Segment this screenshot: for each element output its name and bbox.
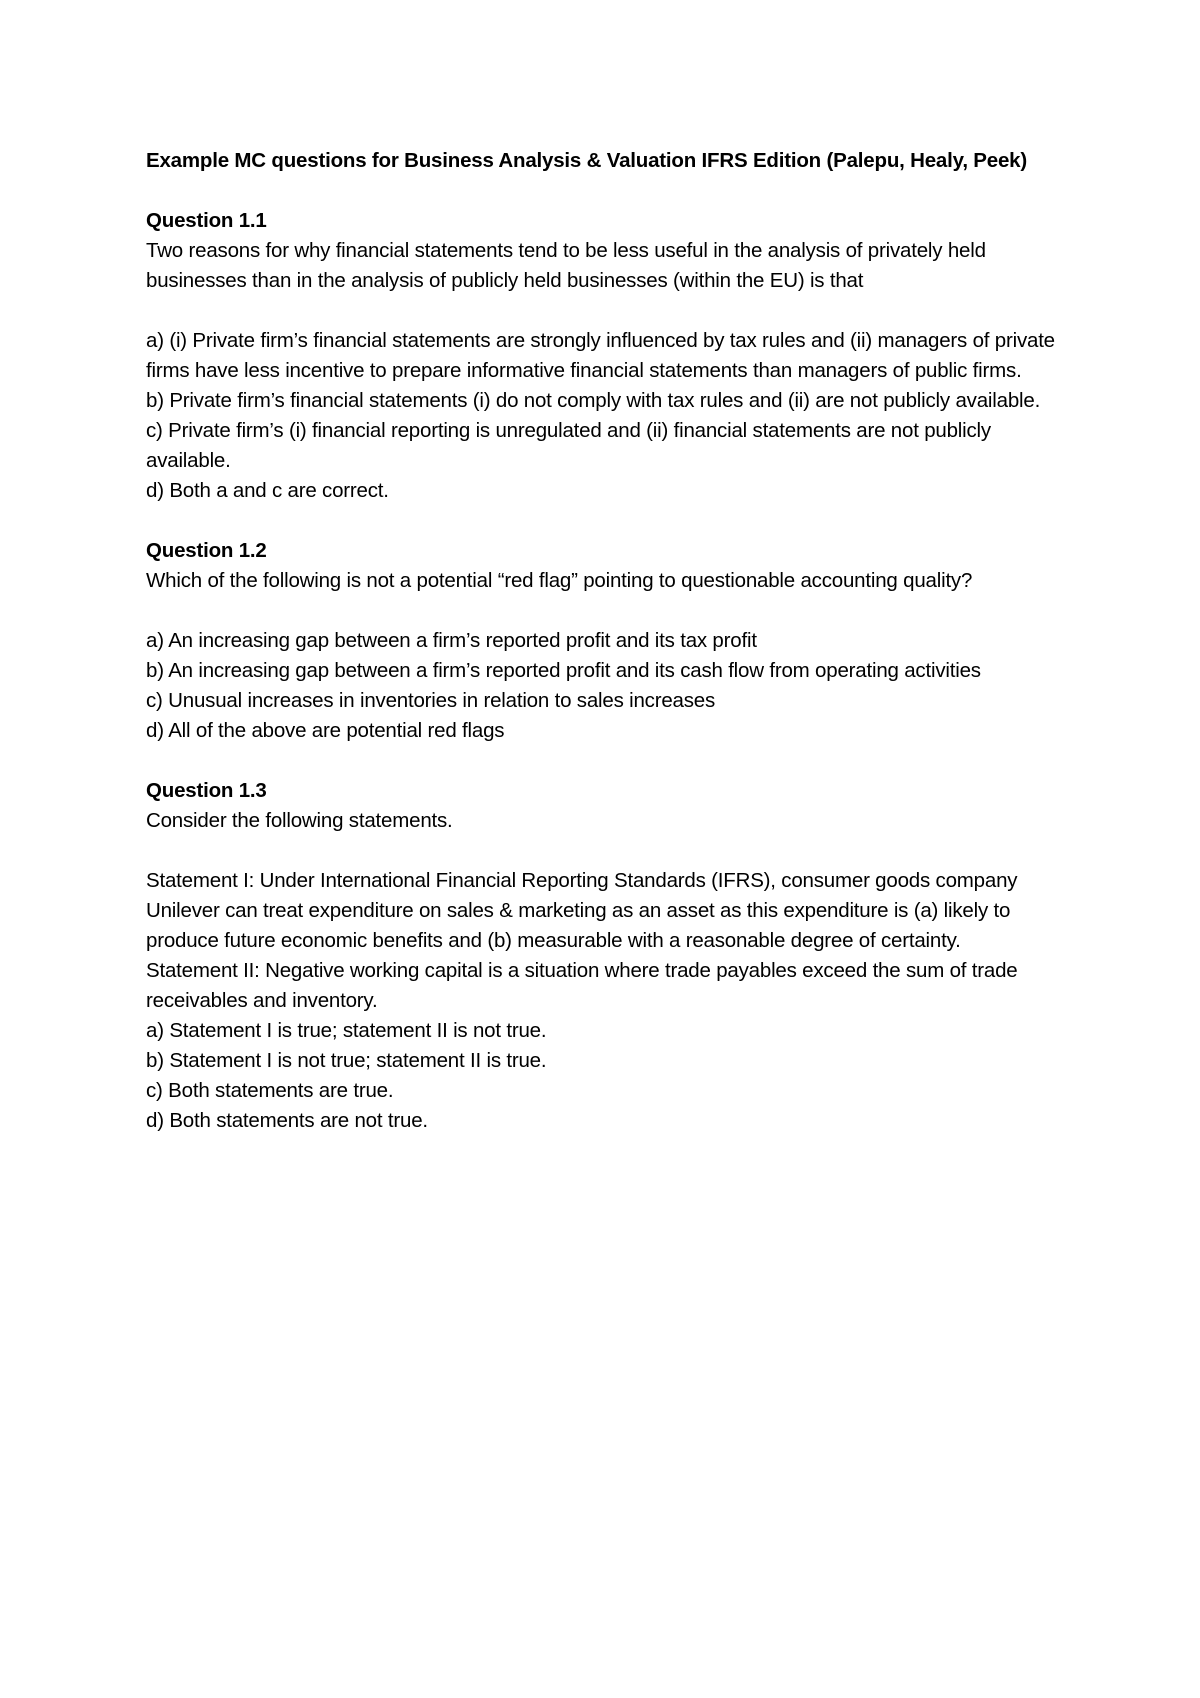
question-stem: Two reasons for why financial statements tend to be less useful in the analysis of privately held businesses than in the analysis of publicly held businesses (within the EU) is that: [146, 239, 986, 292]
spacer: [146, 596, 1076, 626]
answer-option-a: a) An increasing gap between a firm’s reported profit and its tax profit: [146, 629, 757, 652]
document-title: Example MC questions for Business Analysis & Valuation IFRS Edition (Palepu, Healy, Peek): [146, 149, 1028, 172]
question-1-1: [146, 206, 1076, 506]
answer-option-d: d) Both statements are not true.: [146, 1109, 428, 1132]
question-stem: Which of the following is not a potential “red flag” pointing to questionable accounting quality?: [146, 569, 973, 592]
question-heading: Question 1.2: [146, 539, 267, 562]
answer-option-b: b) An increasing gap between a firm’s reported profit and its cash flow from operating activities: [146, 659, 981, 682]
question-heading: Question 1.1: [146, 209, 267, 232]
question-stem: Consider the following statements.: [146, 809, 453, 832]
spacer: [146, 506, 1076, 536]
spacer: [146, 746, 1076, 776]
answer-option-a: a) (i) Private firm’s financial statements are strongly influenced by tax rules and (ii) managers of private firms have less incentive to prepare informative financial statements than managers of public firms.: [146, 329, 1055, 382]
question-1-2: [146, 536, 1076, 746]
answer-option-d: d) Both a and c are correct.: [146, 479, 389, 502]
answer-option-a: a) Statement I is true; statement II is not true.: [146, 1019, 547, 1042]
answer-option-b: b) Statement I is not true; statement II is true.: [146, 1049, 547, 1072]
answer-option-d: d) All of the above are potential red flags: [146, 719, 505, 742]
answer-option-c: c) Private firm’s (i) financial reporting is unregulated and (ii) financial statements are not publicly available.: [146, 419, 991, 472]
statement-ii: Statement II: Negative working capital is a situation where trade payables exceed the sum of trade receivables and inventory.: [146, 959, 1018, 1012]
statement-i: Statement I: Under International Financial Reporting Standards (IFRS), consumer goods company Unilever can treat expenditure on sales & marketing as an asset as this expenditure is (a) likely to produce future economic benefits and (b) measurable with a reasonable degree of certainty.: [146, 869, 1018, 952]
answer-option-c: c) Unusual increases in inventories in relation to sales increases: [146, 689, 716, 712]
question-heading: Question 1.3: [146, 779, 267, 802]
document-body: [146, 146, 1076, 1136]
spacer: [146, 296, 1076, 326]
answer-option-b: b) Private firm’s financial statements (i) do not comply with tax rules and (ii) are not publicly available.: [146, 389, 1041, 412]
spacer: [146, 836, 1076, 866]
answer-option-c: c) Both statements are true.: [146, 1079, 394, 1102]
question-1-3: [146, 776, 1076, 1136]
